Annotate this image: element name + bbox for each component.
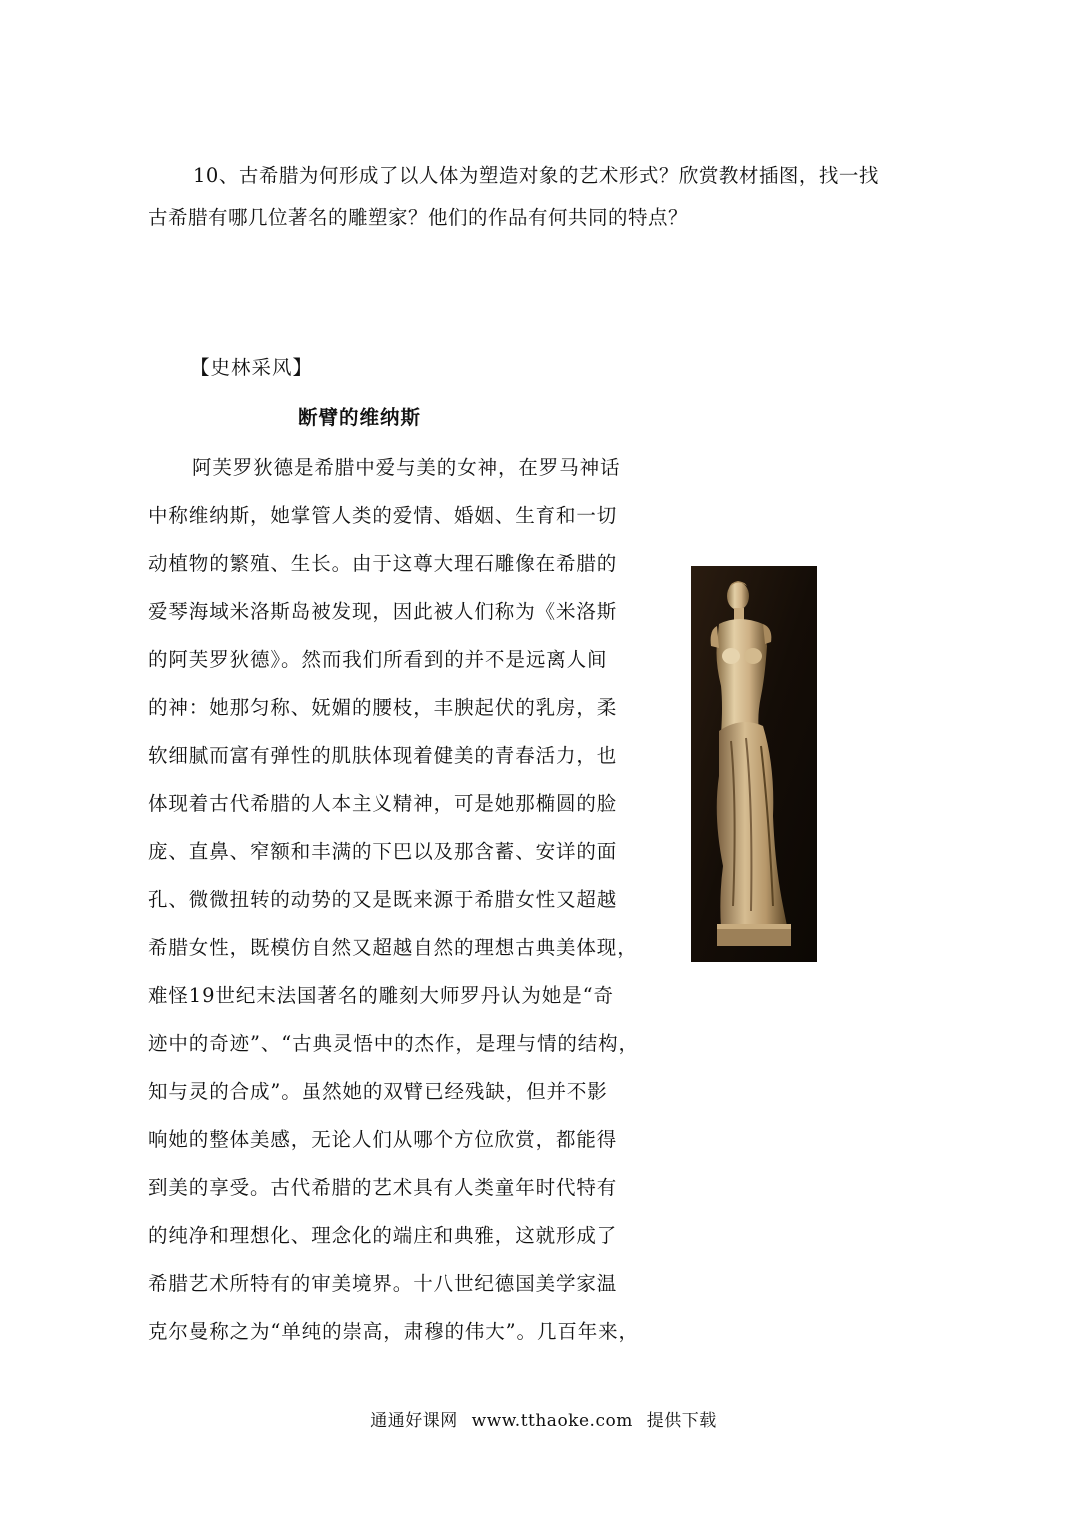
footer-site-name: 通通好课网 [370,1411,458,1431]
question-line-2: 古希腊有哪几位著名的雕塑家？他们的作品有何共同的特点？ [148,206,689,229]
article-title: 断臂的维纳斯 [298,406,422,429]
article-line: 爱琴海域米洛斯岛被发现，因此被人们称为《米洛斯 [148,600,618,623]
article-line: 庞、直鼻、窄额和丰满的下巴以及那含蓄、安详的面 [148,840,618,863]
article-line: 希腊艺术所特有的审美境界。十八世纪德国美学家温 [148,1272,618,1295]
article-body [148,448,708,1360]
article-line: 软细腻而富有弹性的肌肤体现着健美的青春活力，也 [148,744,618,767]
footer [0,1408,1087,1434]
article-line: 阿芙罗狄德是希腊中爱与美的女神，在罗马神话 [192,456,621,479]
venus-de-milo-photo [691,566,817,962]
footer-suffix: 提供下载 [646,1411,717,1431]
article-line: 到美的享受。古代希腊的艺术具有人类童年时代特有 [148,1176,618,1199]
article-line: 难怪19世纪末法国著名的雕刻大师罗丹认为她是“奇 [148,984,614,1007]
footer-url[interactable]: www.tthaoke.com [471,1411,633,1431]
article-line: 响她的整体美感，无论人们从哪个方位欣赏，都能得 [148,1128,618,1151]
article-line: 孔、微微扭转的动势的又是既来源于希腊女性又超越 [148,888,618,911]
article-line: 克尔曼称之为“单纯的崇高，肃穆的伟大”。几百年来， [148,1320,639,1343]
question-10 [148,155,948,239]
question-line-1: 10、古希腊为何形成了以人体为塑造对象的艺术形式？欣赏教材插图，找一找 [193,164,879,187]
article-line: 中称维纳斯，她掌管人类的爱情、婚姻、生育和一切 [148,504,618,527]
article-line: 的神：她那匀称、妩媚的腰枝，丰腴起伏的乳房，柔 [148,696,618,719]
section-label: 【史林采风】 [190,356,314,379]
article-line: 希腊女性，既模仿自然又超越自然的理想古典美体现， [148,936,638,959]
article-line: 的纯净和理想化、理念化的端庄和典雅，这就形成了 [148,1224,618,1247]
article-line: 的阿芙罗狄德》。然而我们所看到的并不是远离人间 [148,648,608,671]
article-line: 迹中的奇迹”、“古典灵悟中的杰作，是理与情的结构， [148,1032,639,1055]
article-line: 动植物的繁殖、生长。由于这尊大理石雕像在希腊的 [148,552,618,575]
article-line: 知与灵的合成”。虽然她的双臂已经残缺，但并不影 [148,1080,608,1103]
article-line: 体现着古代希腊的人本主义精神，可是她那椭圆的脸 [148,792,618,815]
